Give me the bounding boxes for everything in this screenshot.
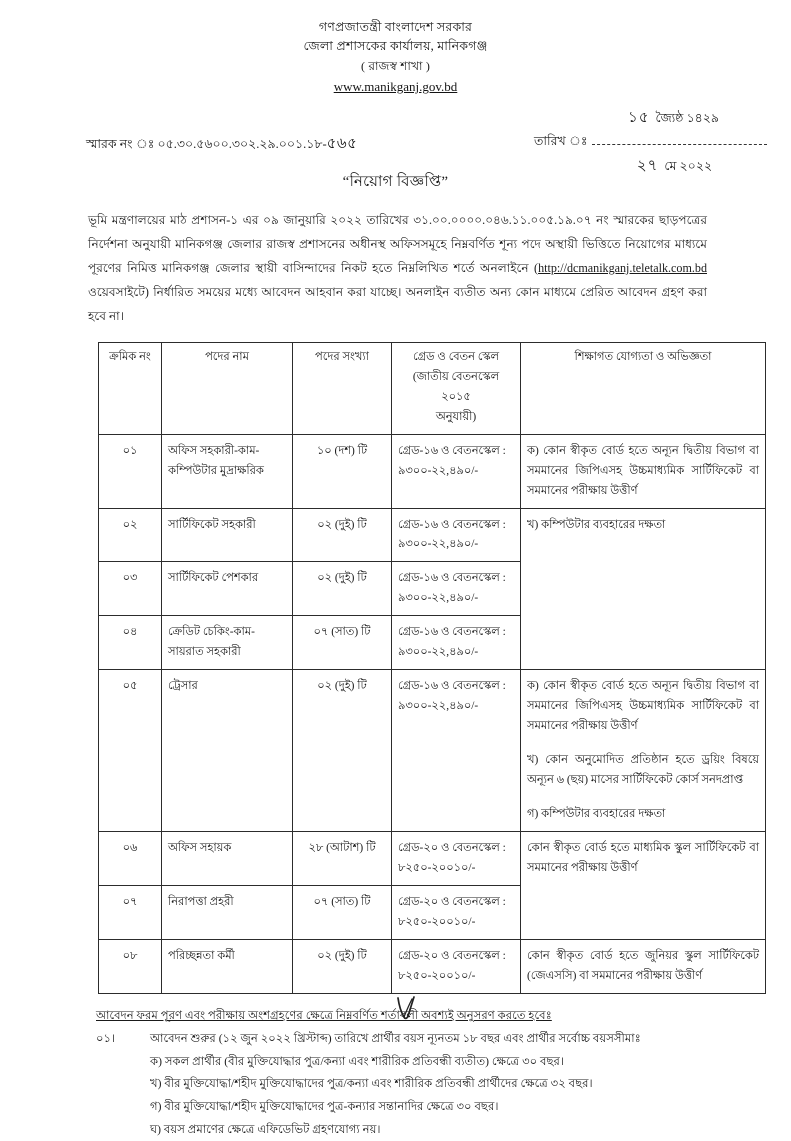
cell-post-name: ট্রেসার	[162, 670, 293, 832]
qualification-item: কোন স্বীকৃত বোর্ড হতে জুনিয়র স্কুল সার্টিফিকেট (জেএসসি) বা সমমানের পরীক্ষায় উত্তীর্ণ	[527, 949, 759, 982]
cell-grade-scale: গ্রেড-১৬ ও বেতনস্কেল : ৯৩০০-২২,৪৯০/-	[392, 562, 521, 616]
date-dashed-rule	[592, 144, 768, 145]
conditions-heading: আবেদন ফরম পূরণ এবং পরীক্ষায় অংশগ্রহণের ক্ষেত্রে নিম্নবর্ণিত শর্তাবলী অবশ্যই অনুসরণ করতে হবেঃ	[96, 1008, 552, 1022]
date-label: তারিখ ঃ	[534, 134, 588, 149]
application-portal-url[interactable]: http://dcmanikganj.teletalk.com.bd	[538, 261, 707, 276]
condition-sub-item: খ) বীর মুক্তিযোদ্ধা/শহীদ মুক্তিযোদ্ধাদের পুত্র/কন্যা এবং শারীরিক প্রতিবন্ধী প্রার্থীদের ক্ষেত্রে ৩২ বছর।	[150, 1077, 593, 1091]
cell-serial: ০২	[99, 508, 162, 562]
vacancy-table-wrapper	[98, 342, 759, 994]
letterhead	[0, 0, 791, 100]
government-name: গণপ্রজাতন্ত্রী বাংলাদেশ সরকার	[318, 20, 473, 34]
cell-post-count: ০২ (দুই) টি	[293, 670, 392, 832]
branch-name: ( রাজস্ব শাখা )	[360, 58, 431, 73]
qualification-item: খ) কম্পিউটার ব্যবহারের দক্ষতা	[527, 518, 666, 531]
cell-post-count: ০৭ (সাত) টি	[293, 616, 392, 670]
qualification-item: গ) কম্পিউটার ব্যবহারের দক্ষতা	[527, 807, 666, 820]
condition-number: ০১।	[96, 1032, 116, 1046]
page-title: “নিয়োগ বিজ্ঞপ্তি”	[342, 174, 449, 191]
cell-post-count: ০২ (দুই) টি	[293, 939, 392, 993]
cell-serial: ০৮	[99, 939, 162, 993]
column-header-serial: ক্রমিক নং	[99, 342, 162, 434]
memo-number-block	[86, 132, 357, 157]
condition-item	[96, 1028, 720, 1051]
cell-post-count: ০২ (দুই) টি	[293, 562, 392, 616]
cell-post-count: ১০ (দশ) টি	[293, 434, 392, 508]
table-header-row	[99, 342, 766, 434]
handwritten-signature-mark	[392, 996, 432, 1022]
column-header-grade-scale	[392, 342, 521, 434]
table-row	[99, 434, 766, 508]
grade-header-line2: (জাতীয় বেতনস্কেল ২০১৫	[412, 370, 500, 403]
cell-grade-scale: গ্রেড-২০ ও বেতনস্কেল : ৮২৫০-২০০১০/-	[392, 831, 521, 885]
cell-post-name: পরিচ্ছন্নতা কর্মী	[162, 939, 293, 993]
cell-post-name: নিরাপত্তা প্রহরী	[162, 885, 293, 939]
table-row	[99, 939, 766, 993]
gregorian-date	[534, 154, 769, 179]
cell-serial: ০৩	[99, 562, 162, 616]
website-link[interactable]: www.manikganj.gov.bd	[333, 79, 458, 95]
condition-sub-item: গ) বীর মুক্তিযোদ্ধা/শহীদ মুক্তিযোদ্ধাদের পুত্র-কন্যার সন্তানাদির ক্ষেত্রে ৩০ বছর।	[150, 1100, 499, 1114]
column-header-post-count: পদের সংখ্যা	[293, 342, 392, 434]
cell-post-name: সার্টিফিকেট সহকারী	[162, 508, 293, 562]
memo-label: স্মারক নং ঃ ০৫.৩০.৫৬০০.৩০২.২৯.০০১.১৮-	[86, 137, 327, 152]
table-row	[99, 670, 766, 832]
cell-post-name: অফিস সহকারী-কাম-কম্পিউটার মুদ্রাক্ষরিক	[162, 434, 293, 508]
grade-header-line3: অনুযায়ী)	[435, 410, 477, 423]
cell-qualification	[521, 508, 766, 670]
cell-serial: ০৪	[99, 616, 162, 670]
conditions-section	[96, 1005, 720, 1141]
intro-text-part2: ওয়েবসাইটে) নির্ধারিত সময়ের মধ্যে আবেদন আহবান করা যাচ্ছে। অনলাইন ব্যতীত অন্য কোন মাধ্যমে প্রেরিত আবেদন গ্রহণ করা হবে না।	[88, 284, 707, 323]
cell-grade-scale: গ্রেড-১৬ ও বেতনস্কেল : ৯৩০০-২২,৪৯০/-	[392, 434, 521, 508]
cell-post-name: সার্টিফিকেট পেশকার	[162, 562, 293, 616]
cell-serial: ০৭	[99, 885, 162, 939]
intro-paragraph	[88, 209, 707, 329]
cell-serial: ০১	[99, 434, 162, 508]
cell-grade-scale: গ্রেড-২০ ও বেতনস্কেল : ৮২৫০-২০০১০/-	[392, 939, 521, 993]
cell-qualification	[521, 670, 766, 832]
cell-qualification	[521, 939, 766, 993]
cell-post-count: ০২ (দুই) টি	[293, 508, 392, 562]
date-label-row	[534, 133, 769, 153]
office-name: জেলা প্রশাসকের কার্যালয়, মানিকগঞ্জ	[303, 39, 488, 54]
cell-grade-scale: গ্রেড-১৬ ও বেতনস্কেল : ৯৩০০-২২,৪৯০/-	[392, 670, 521, 832]
table-row	[99, 831, 766, 885]
condition-sub-items	[96, 1051, 720, 1141]
condition-text: আবেদন শুরুর (১২ জুন ২০২২ খ্রিস্টাব্দ) তারিখে প্রার্থীর বয়স ন্যূনতম ১৮ বছর এবং প্রার্থীর সর্বোচ্চ বয়সসীমাঃ	[150, 1032, 641, 1046]
table-body	[99, 434, 766, 993]
cell-post-count: ২৮ (আটাশ) টি	[293, 831, 392, 885]
qualification-item: খ) কোন অনুমোদিত প্রতিষ্ঠান হতে ড্রয়িং বিষয়ে অন্যূন ৬ (ছয়) মাসের সার্টিফিকেট কোর্স সনদপ্রাপ্ত	[527, 754, 759, 787]
bengali-date-day: ১৫	[627, 110, 650, 127]
cell-post-name: ক্রেডিট চেকিং-কাম-সায়রাত সহকারী	[162, 616, 293, 670]
intro-text-part1: ভূমি মন্ত্রণালয়ের মাঠ প্রশাসন-১ এর ০৯ জানুয়ারি ২০২২ তারিখের ৩১.০০.০০০০.০৪৬.১১.০০৫.১৯.০৭ নং স্মারকের ছাড়পত্রের নির্দেশনা অনুযায়ী মানিকগঞ্জ জেলার রাজস্ব প্রশাসনের অধীনস্থ অফিসসমূহে নিম্নবর্ণিত শূন্য পদে অস্থায়ী ভিত্তিতে নিয়োগের মাধ্যমে পূরণের নিমিত্ত মানিকগঞ্জ জেলার স্থায়ী বাসিন্দাদের নিকট হতে নিম্নলিখিত শর্তে অনলাইনে (	[88, 213, 707, 276]
table-header	[99, 342, 766, 434]
column-header-qualification: শিক্ষাগত যোগ্যতা ও অভিজ্ঞতা	[521, 342, 766, 434]
qualification-item: ক) কোন স্বীকৃত বোর্ড হতে অন্যূন দ্বিতীয় বিভাগ বা সমমানের জিপিএসহ উচ্চমাধ্যমিক সার্টিফিকেট বা সমমানের পরীক্ষায় উত্তীর্ণ	[527, 444, 759, 497]
cell-serial: ০৫	[99, 670, 162, 832]
cell-qualification	[521, 434, 766, 508]
cell-post-count: ০৭ (সাত) টি	[293, 885, 392, 939]
date-block	[534, 106, 769, 179]
gregorian-date-month-year: মে ২০২২	[664, 159, 713, 174]
bengali-date	[534, 106, 769, 131]
qualification-item: কোন স্বীকৃত বোর্ড হতে মাধ্যমিক স্কুল সার্টিফিকেট বা সমমানের পরীক্ষায় উত্তীর্ণ	[527, 841, 759, 874]
cell-grade-scale: গ্রেড-১৬ ও বেতনস্কেল : ৯৩০০-২২,৪৯০/-	[392, 508, 521, 562]
memo-serial-handwritten: ৫৬৫	[326, 136, 358, 153]
cell-grade-scale: গ্রেড-২০ ও বেতনস্কেল : ৮২৫০-২০০১০/-	[392, 885, 521, 939]
cell-serial: ০৬	[99, 831, 162, 885]
bengali-date-month-year: জ্যৈষ্ঠ ১৪২৯	[655, 111, 720, 126]
grade-header-line1: গ্রেড ও বেতন স্কেল	[412, 350, 500, 363]
cell-grade-scale: গ্রেড-১৬ ও বেতনস্কেল : ৯৩০০-২২,৪৯০/-	[392, 616, 521, 670]
condition-sub-item: ক) সকল প্রার্থীর (বীর মুক্তিযোদ্ধার পুত্র/কন্যা এবং শারীরিক প্রতিবন্ধী ব্যতীত) ক্ষেত্রে ৩০ বছর।	[150, 1054, 565, 1068]
gregorian-date-day: ২৭	[636, 158, 659, 175]
cell-post-name: অফিস সহায়ক	[162, 831, 293, 885]
cell-qualification	[521, 831, 766, 939]
memo-date-row	[0, 106, 791, 175]
column-header-post-name: পদের নাম	[162, 342, 293, 434]
table-row	[99, 508, 766, 562]
condition-sub-item: ঘ) বয়স প্রমাণের ক্ষেত্রে এফিডেভিট গ্রহণযোগ্য নয়।	[150, 1122, 381, 1136]
qualification-item: ক) কোন স্বীকৃত বোর্ড হতে অন্যূন দ্বিতীয় বিভাগ বা সমমানের জিপিএসহ উচ্চমাধ্যমিক সার্টিফিকেট বা সমমানের পরীক্ষায় উত্তীর্ণ	[527, 680, 759, 733]
vacancy-table	[98, 342, 766, 994]
